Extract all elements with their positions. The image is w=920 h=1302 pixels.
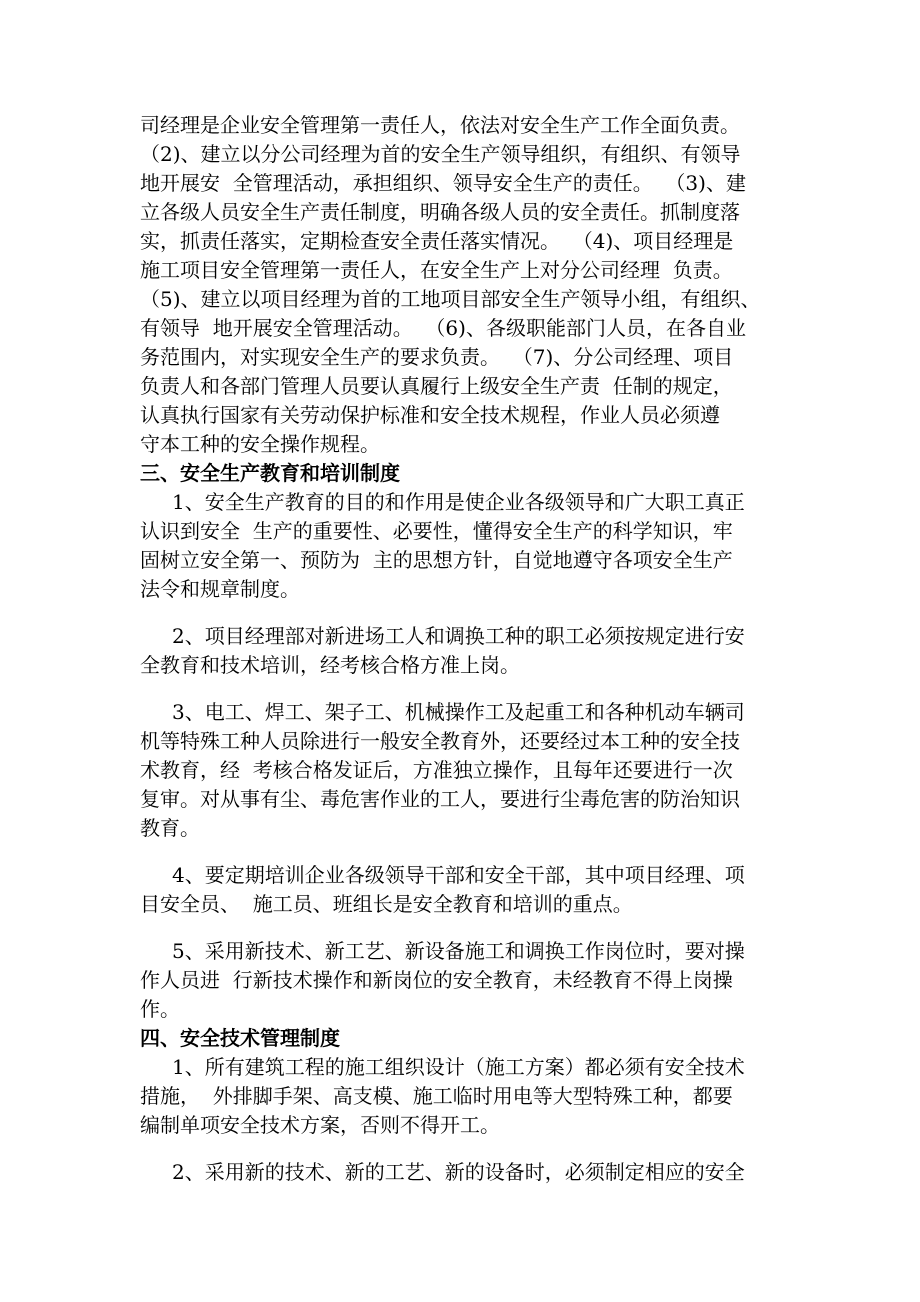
- text-line: 措施， 外排脚手架、高支模、施工临时用电等大型特殊工种，都要: [140, 1084, 733, 1108]
- text-line: （5)、建立以项目经理为首的工地项目部安全生产领导小组，有组织、: [140, 287, 761, 311]
- text-line: 认识到安全 生产的重要性、必要性，懂得安全生产的科学知识，牢: [140, 519, 733, 543]
- text-line: 地开展安 全管理活动，承担组织、领导安全生产的责任。 （3)、建: [140, 171, 746, 195]
- text-line: 2、项目经理部对新进场工人和调换工种的职工必须按规定进行安: [172, 624, 745, 648]
- text-line: 机等特殊工种人员除进行一般安全教育外，还要经过本工种的安全技: [140, 729, 740, 753]
- text-line: 施工项目安全管理第一责任人，在安全生产上对分公司经理 负责。: [140, 258, 733, 282]
- text-line: 实，抓责任落实，定期检查安全责任落实情况。 （4)、项目经理是: [140, 229, 734, 253]
- text-line: 1、所有建筑工程的施工组织设计（施工方案）都必须有安全技术: [172, 1055, 745, 1079]
- text-line: 教育。: [140, 816, 200, 840]
- text-line: 编制单项安全技术方案，否则不得开工。: [140, 1113, 500, 1137]
- text-line: 5、采用新技术、新工艺、新设备施工和调换工作岗位时，要对操: [172, 939, 745, 963]
- text-line: 全教育和技术培训，经考核合格方准上岗。: [140, 653, 520, 677]
- text-line: 作。: [140, 997, 180, 1021]
- text-line: （2)、建立以分公司经理为首的安全生产领导组织，有组织、有领导: [140, 142, 741, 166]
- text-line: 固树立安全第一、预防为 主的思想方针，自觉地遵守各项安全生产: [140, 548, 733, 572]
- text-line: 4、要定期培训企业各级领导干部和安全干部，其中项目经理、项: [172, 863, 745, 887]
- text-line: 认真执行国家有关劳动保护标准和安全技术规程，作业人员必须遵: [140, 403, 720, 427]
- text-line: 立各级人员安全生产责任制度，明确各级人员的安全责任。抓制度落: [140, 200, 740, 224]
- text-line: 有领导 地开展安全管理活动。 （6)、各级职能部门人员，在各自业: [140, 316, 746, 340]
- text-line: 1、安全生产教育的目的和作用是使企业各级领导和广大职工真正: [172, 490, 745, 514]
- text-line: 2、采用新的技术、新的工艺、新的设备时，必须制定相应的安全: [172, 1160, 745, 1184]
- text-line: 务范围内，对实现安全生产的要求负责。 （7)、分公司经理、项目: [140, 345, 734, 369]
- text-line: 目安全员、 施工员、班组长是安全教育和培训的重点。: [140, 892, 633, 916]
- text-line: 负责人和各部门管理人员要认真履行上级安全生产责 任制的规定，: [140, 374, 733, 398]
- text-line: 守本工种的安全操作规程。: [140, 432, 380, 456]
- text-line: 法令和规章制度。: [140, 577, 300, 601]
- text-line: 术教育，经 考核合格发证后，方准独立操作，且每年还要进行一次: [140, 758, 733, 782]
- text-line: 3、电工、焊工、架子工、机械操作工及起重工和各种机动车辆司: [172, 700, 745, 724]
- text-line: 作人员进 行新技术操作和新岗位的安全教育，未经教育不得上岗操: [140, 968, 733, 992]
- section-heading: 三、安全生产教育和培训制度: [140, 461, 400, 485]
- text-line: 司经理是企业安全管理第一责任人，依法对安全生产工作全面负责。: [140, 113, 740, 137]
- section-heading: 四、安全技术管理制度: [140, 1026, 340, 1050]
- text-line: 复审。对从事有尘、毒危害作业的工人，要进行尘毒危害的防治知识: [140, 787, 740, 811]
